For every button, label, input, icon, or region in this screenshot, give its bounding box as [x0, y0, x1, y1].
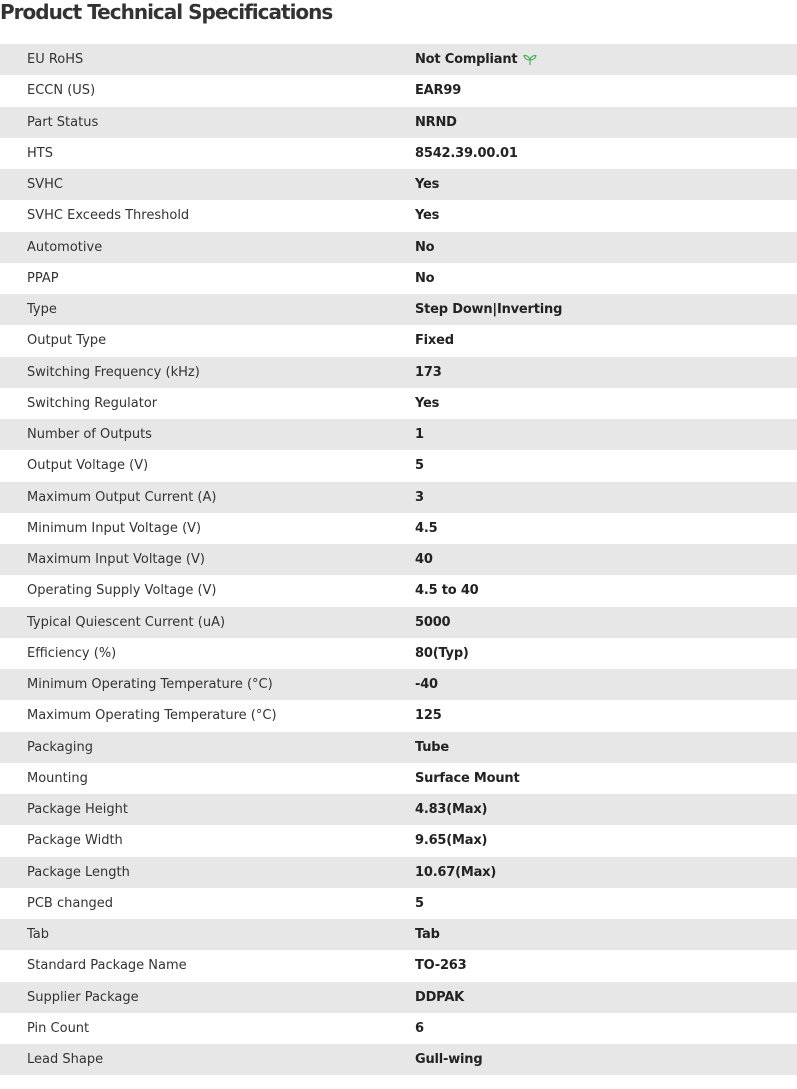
spec-label: Operating Supply Voltage (V): [0, 575, 415, 606]
spec-row: [0, 294, 797, 325]
spec-value-cell: [415, 982, 797, 1013]
spec-label: PCB changed: [0, 888, 415, 919]
spec-value: Yes: [415, 177, 440, 193]
spec-row: [0, 607, 797, 638]
spec-label: Minimum Input Voltage (V): [0, 513, 415, 544]
spec-value-cell: [415, 263, 797, 294]
spec-value-cell: [415, 638, 797, 669]
spec-value: 40: [415, 552, 433, 568]
spec-row: [0, 388, 797, 419]
spec-value-cell: [415, 700, 797, 731]
spec-value: 4.5: [415, 520, 438, 536]
spec-label: SVHC: [0, 169, 415, 200]
spec-row: [0, 669, 797, 700]
spec-label: SVHC Exceeds Threshold: [0, 200, 415, 231]
spec-value: 10.67(Max): [415, 864, 497, 880]
spec-value-cell: [415, 825, 797, 856]
spec-label: Maximum Operating Temperature (°C): [0, 700, 415, 731]
specifications-table: [0, 44, 797, 1075]
spec-value-cell: [415, 763, 797, 794]
spec-row: [0, 1044, 797, 1075]
spec-value: Yes: [415, 395, 440, 411]
spec-value: Step Down|Inverting: [415, 302, 563, 318]
spec-value: DDPAK: [415, 989, 465, 1005]
spec-row: [0, 700, 797, 731]
spec-row: [0, 763, 797, 794]
spec-label: Efficiency (%): [0, 638, 415, 669]
spec-row: [0, 200, 797, 231]
spec-row: [0, 107, 797, 138]
spec-row: [0, 232, 797, 263]
spec-row: [0, 732, 797, 763]
spec-value: TO-263: [415, 958, 467, 974]
spec-label: EU RoHS: [0, 44, 415, 75]
spec-label: Standard Package Name: [0, 950, 415, 981]
spec-value: 6: [415, 1020, 424, 1036]
spec-label: Pin Count: [0, 1013, 415, 1044]
spec-value-cell: [415, 419, 797, 450]
spec-row: [0, 825, 797, 856]
spec-row: [0, 982, 797, 1013]
spec-value: NRND: [415, 114, 457, 130]
spec-label: Switching Frequency (kHz): [0, 357, 415, 388]
spec-value-cell: [415, 607, 797, 638]
spec-value: 4.83(Max): [415, 802, 488, 818]
spec-label: Lead Shape: [0, 1044, 415, 1075]
spec-value-cell: [415, 513, 797, 544]
spec-value: Not Compliant: [415, 52, 518, 68]
spec-label: Typical Quiescent Current (uA): [0, 607, 415, 638]
spec-label: Part Status: [0, 107, 415, 138]
spec-value-cell: [415, 169, 797, 200]
spec-label: Supplier Package: [0, 982, 415, 1013]
specifications-table-body: [0, 44, 797, 1075]
spec-row: [0, 450, 797, 481]
spec-value-cell: [415, 544, 797, 575]
spec-value: Yes: [415, 208, 440, 224]
spec-value-cell: [415, 44, 797, 75]
spec-row: [0, 575, 797, 606]
spec-value-cell: [415, 794, 797, 825]
spec-value: EAR99: [415, 83, 462, 99]
spec-row: [0, 950, 797, 981]
spec-label: Mounting: [0, 763, 415, 794]
spec-label: Type: [0, 294, 415, 325]
leaf-icon: [523, 54, 537, 66]
spec-label: Tab: [0, 919, 415, 950]
spec-label: Output Voltage (V): [0, 450, 415, 481]
spec-value: 9.65(Max): [415, 833, 488, 849]
spec-label: Minimum Operating Temperature (°C): [0, 669, 415, 700]
spec-row: [0, 794, 797, 825]
spec-value: 5: [415, 895, 424, 911]
spec-value: Tab: [415, 927, 440, 943]
spec-value-cell: [415, 669, 797, 700]
spec-row: [0, 325, 797, 356]
spec-value-cell: [415, 138, 797, 169]
spec-label: Package Length: [0, 857, 415, 888]
spec-label: Automotive: [0, 232, 415, 263]
spec-value-cell: [415, 200, 797, 231]
spec-label: Maximum Input Voltage (V): [0, 544, 415, 575]
spec-label: Maximum Output Current (A): [0, 482, 415, 513]
spec-value-cell: [415, 294, 797, 325]
spec-value-cell: [415, 919, 797, 950]
spec-value-cell: [415, 732, 797, 763]
spec-value-cell: [415, 75, 797, 106]
spec-value: No: [415, 270, 435, 286]
spec-label: Number of Outputs: [0, 419, 415, 450]
spec-label: Output Type: [0, 325, 415, 356]
spec-value-cell: [415, 388, 797, 419]
spec-row: [0, 482, 797, 513]
spec-row: [0, 544, 797, 575]
spec-label: Package Height: [0, 794, 415, 825]
spec-value: Gull-wing: [415, 1052, 483, 1068]
spec-label: Switching Regulator: [0, 388, 415, 419]
spec-value-cell: [415, 325, 797, 356]
spec-label: ECCN (US): [0, 75, 415, 106]
spec-value-cell: [415, 357, 797, 388]
spec-value: No: [415, 239, 435, 255]
spec-row: [0, 513, 797, 544]
spec-row: [0, 44, 797, 75]
spec-value: 80(Typ): [415, 645, 469, 661]
spec-row: [0, 263, 797, 294]
spec-label: Package Width: [0, 825, 415, 856]
spec-label: HTS: [0, 138, 415, 169]
spec-value-cell: [415, 950, 797, 981]
spec-row: [0, 75, 797, 106]
spec-label: PPAP: [0, 263, 415, 294]
spec-row: [0, 419, 797, 450]
spec-value: Fixed: [415, 333, 454, 349]
spec-value: -40: [415, 677, 438, 693]
spec-value-cell: [415, 107, 797, 138]
spec-value-cell: [415, 450, 797, 481]
spec-row: [0, 138, 797, 169]
spec-value-cell: [415, 857, 797, 888]
spec-value: 5: [415, 458, 424, 474]
spec-value-cell: [415, 888, 797, 919]
spec-row: [0, 357, 797, 388]
spec-row: [0, 638, 797, 669]
spec-label: Packaging: [0, 732, 415, 763]
page-title: Product Technical Specifications: [0, 0, 333, 24]
spec-value: 3: [415, 489, 424, 505]
spec-value-cell: [415, 232, 797, 263]
spec-value: 1: [415, 427, 424, 443]
spec-value: 4.5 to 40: [415, 583, 479, 599]
spec-row: [0, 888, 797, 919]
spec-value: 125: [415, 708, 442, 724]
spec-row: [0, 1013, 797, 1044]
spec-value-cell: [415, 575, 797, 606]
spec-value-cell: [415, 1044, 797, 1075]
spec-row: [0, 169, 797, 200]
spec-row: [0, 857, 797, 888]
spec-value: 173: [415, 364, 442, 380]
spec-value: Surface Mount: [415, 770, 520, 786]
spec-value: Tube: [415, 739, 450, 755]
spec-value: 5000: [415, 614, 451, 630]
spec-row: [0, 919, 797, 950]
spec-value-cell: [415, 1013, 797, 1044]
spec-value-cell: [415, 482, 797, 513]
spec-value: 8542.39.00.01: [415, 145, 518, 161]
